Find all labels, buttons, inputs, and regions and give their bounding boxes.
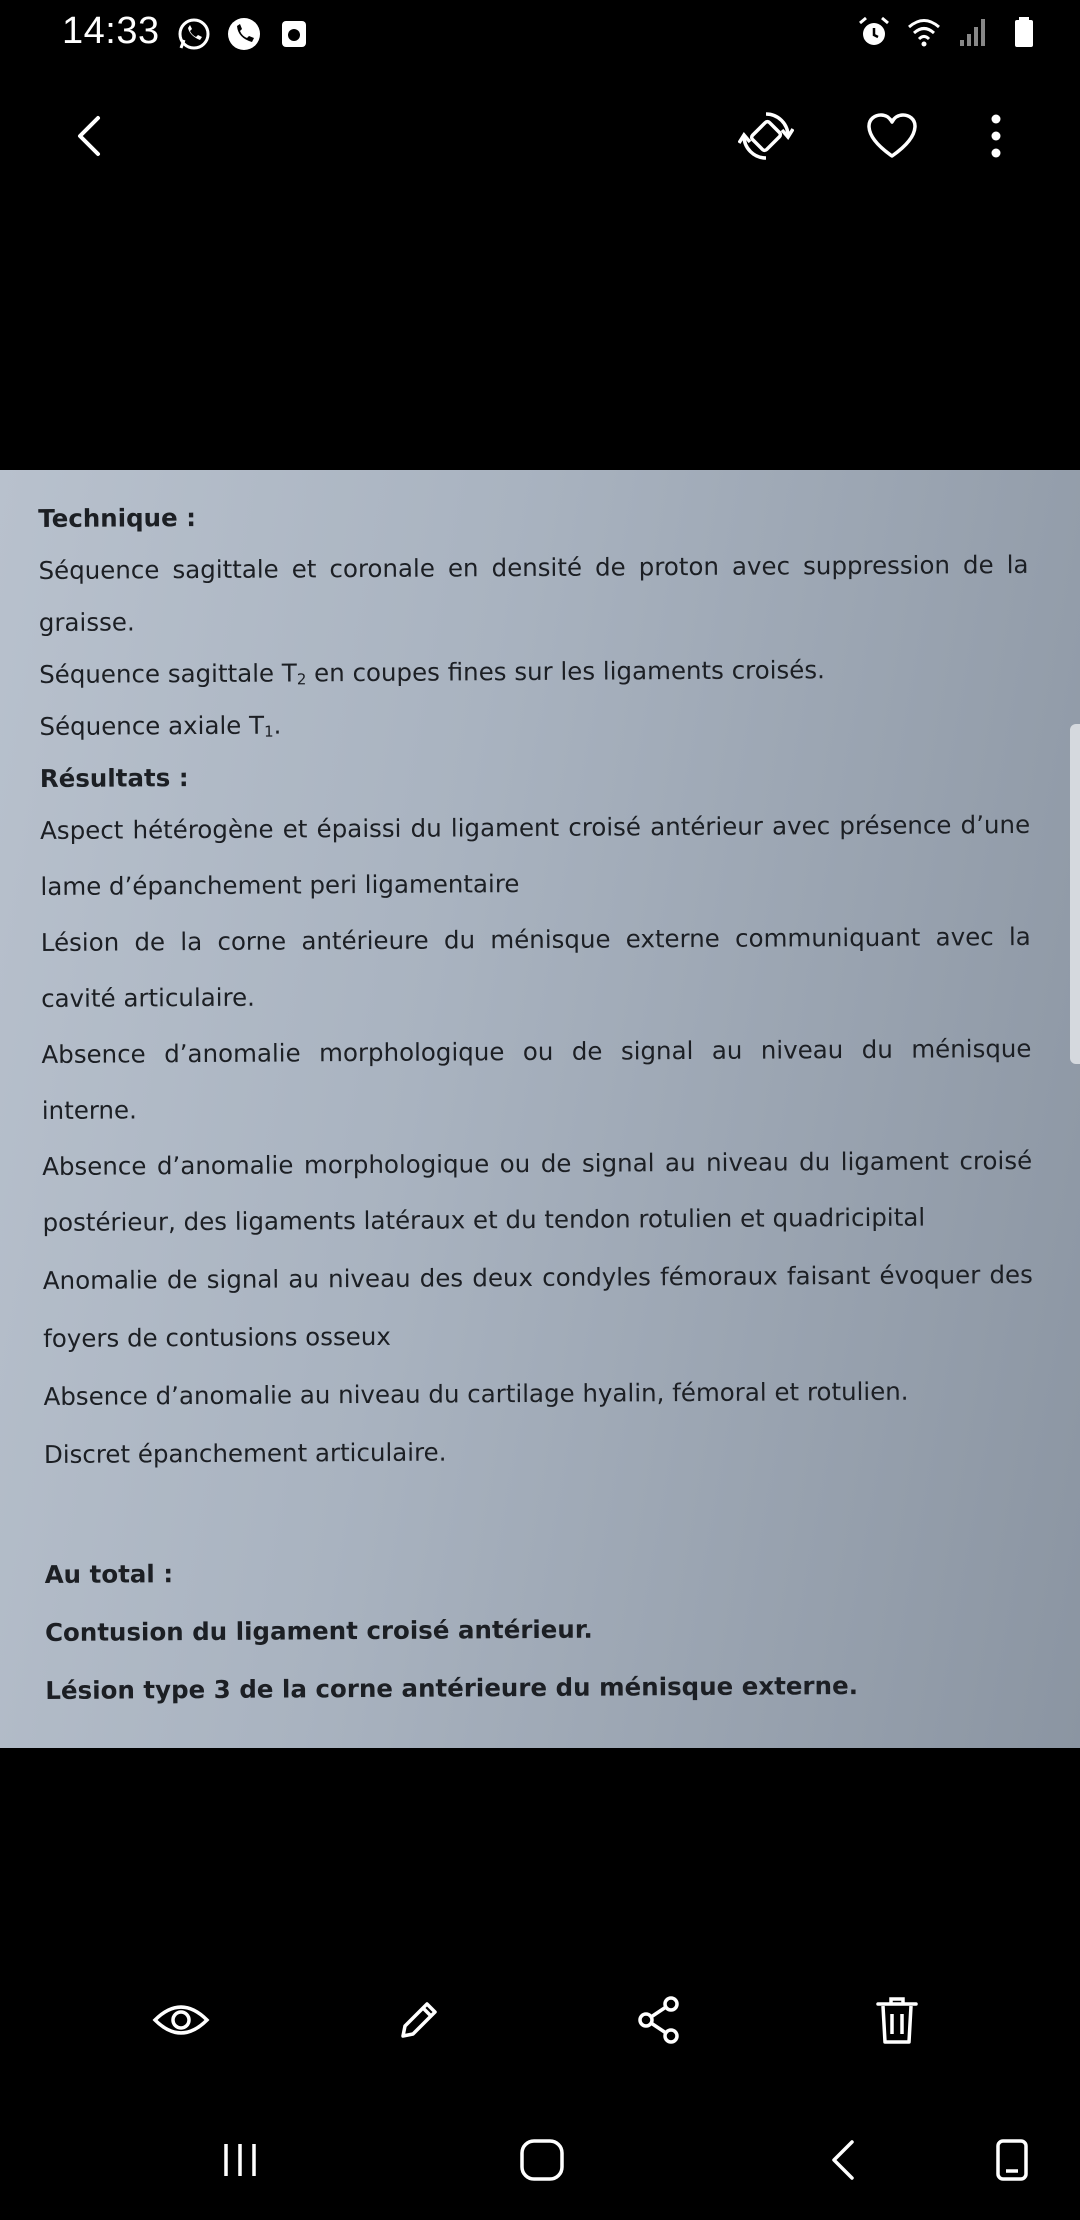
battery-icon <box>1006 14 1042 50</box>
results-line: Absence d’anomalie morphologique ou de signal au niveau du ligament croisé <box>42 1145 1033 1181</box>
results-line: Discret épanchement articulaire. <box>43 1437 447 1469</box>
total-line: Lésion type 3 de la corne antérieure du ménisque externe. <box>45 1671 859 1705</box>
technique-line: Séquence sagittale $T_2$ en coupes fines sur les ligaments croisés. <box>39 655 825 689</box>
results-line: Absence d’anomalie morphologique ou de signal au niveau du ménisque <box>41 1033 1032 1069</box>
alarm-icon <box>856 14 892 50</box>
back-icon <box>70 112 110 160</box>
favorite-button[interactable] <box>852 96 932 176</box>
wifi-icon <box>906 14 942 50</box>
back-button[interactable] <box>50 96 130 176</box>
eye-icon <box>152 2000 210 2040</box>
share-icon <box>635 1995 683 2045</box>
view-button[interactable] <box>141 1980 221 2060</box>
screen-rotate-button[interactable] <box>972 2120 1052 2200</box>
trash-icon <box>875 1994 919 2046</box>
recents-icon <box>220 2140 260 2180</box>
results-line: Aspect hétérogène et épaissi du ligament croisé antérieur avec présence d’une <box>40 809 1031 845</box>
document-text <box>38 478 1078 1705</box>
whatsapp-icon <box>176 16 212 52</box>
heart-icon <box>866 112 918 160</box>
results-heading: Résultats : <box>39 763 189 793</box>
nav-back-icon <box>828 2138 860 2182</box>
screen-rotate-icon <box>994 2138 1030 2182</box>
status-bar <box>0 0 1080 66</box>
results-line: Lésion de la corne antérieure du ménisque externe communiquant avec la <box>40 921 1031 957</box>
more-options-icon <box>988 112 1004 160</box>
home-button[interactable] <box>502 2120 582 2200</box>
phone-icon <box>226 16 262 52</box>
recents-button[interactable] <box>200 2120 280 2200</box>
technique-line: Séquence sagittale et coronale en densité de proton avec suppression de la <box>38 549 1029 585</box>
delete-button[interactable] <box>857 1980 937 2060</box>
technique-heading: Technique : <box>38 503 197 533</box>
document-photo[interactable] <box>0 470 1080 1748</box>
pencil-icon <box>395 1996 443 2044</box>
total-line: Contusion du ligament croisé antérieur. <box>44 1614 593 1647</box>
photo-scroll-edge <box>1070 724 1080 1064</box>
rotate-icon <box>738 108 794 164</box>
home-icon <box>518 2138 566 2182</box>
total-heading: Au total : <box>44 1559 174 1589</box>
signal-icon <box>956 14 992 50</box>
navigation-bar <box>0 2120 1080 2200</box>
more-options-button[interactable] <box>956 96 1036 176</box>
results-line: lame d’épanchement peri ligamentaire <box>40 869 520 901</box>
technique-line: graisse. <box>38 607 135 637</box>
results-line: Anomalie de signal au niveau des deux condyles fémoraux faisant évoquer des <box>42 1259 1033 1295</box>
screen-record-icon <box>276 16 312 52</box>
results-line: foyers de contusions osseux <box>43 1321 391 1353</box>
results-line: interne. <box>41 1095 137 1125</box>
bottom-toolbar <box>0 1980 1080 2060</box>
results-line: Absence d’anomalie au niveau du cartilage hyalin, fémoral et rotulien. <box>43 1376 909 1411</box>
share-button[interactable] <box>619 1980 699 2060</box>
status-time: 14:33 <box>62 10 160 52</box>
results-line: cavité articulaire. <box>41 982 256 1013</box>
top-toolbar <box>0 96 1080 176</box>
edit-button[interactable] <box>379 1980 459 2060</box>
results-line: postérieur, des ligaments latéraux et du tendon rotulien et quadricipital <box>42 1202 926 1237</box>
nav-back-button[interactable] <box>804 2120 884 2200</box>
technique-line: Séquence axiale $T_1$. <box>39 710 282 741</box>
rotate-button[interactable] <box>726 96 806 176</box>
